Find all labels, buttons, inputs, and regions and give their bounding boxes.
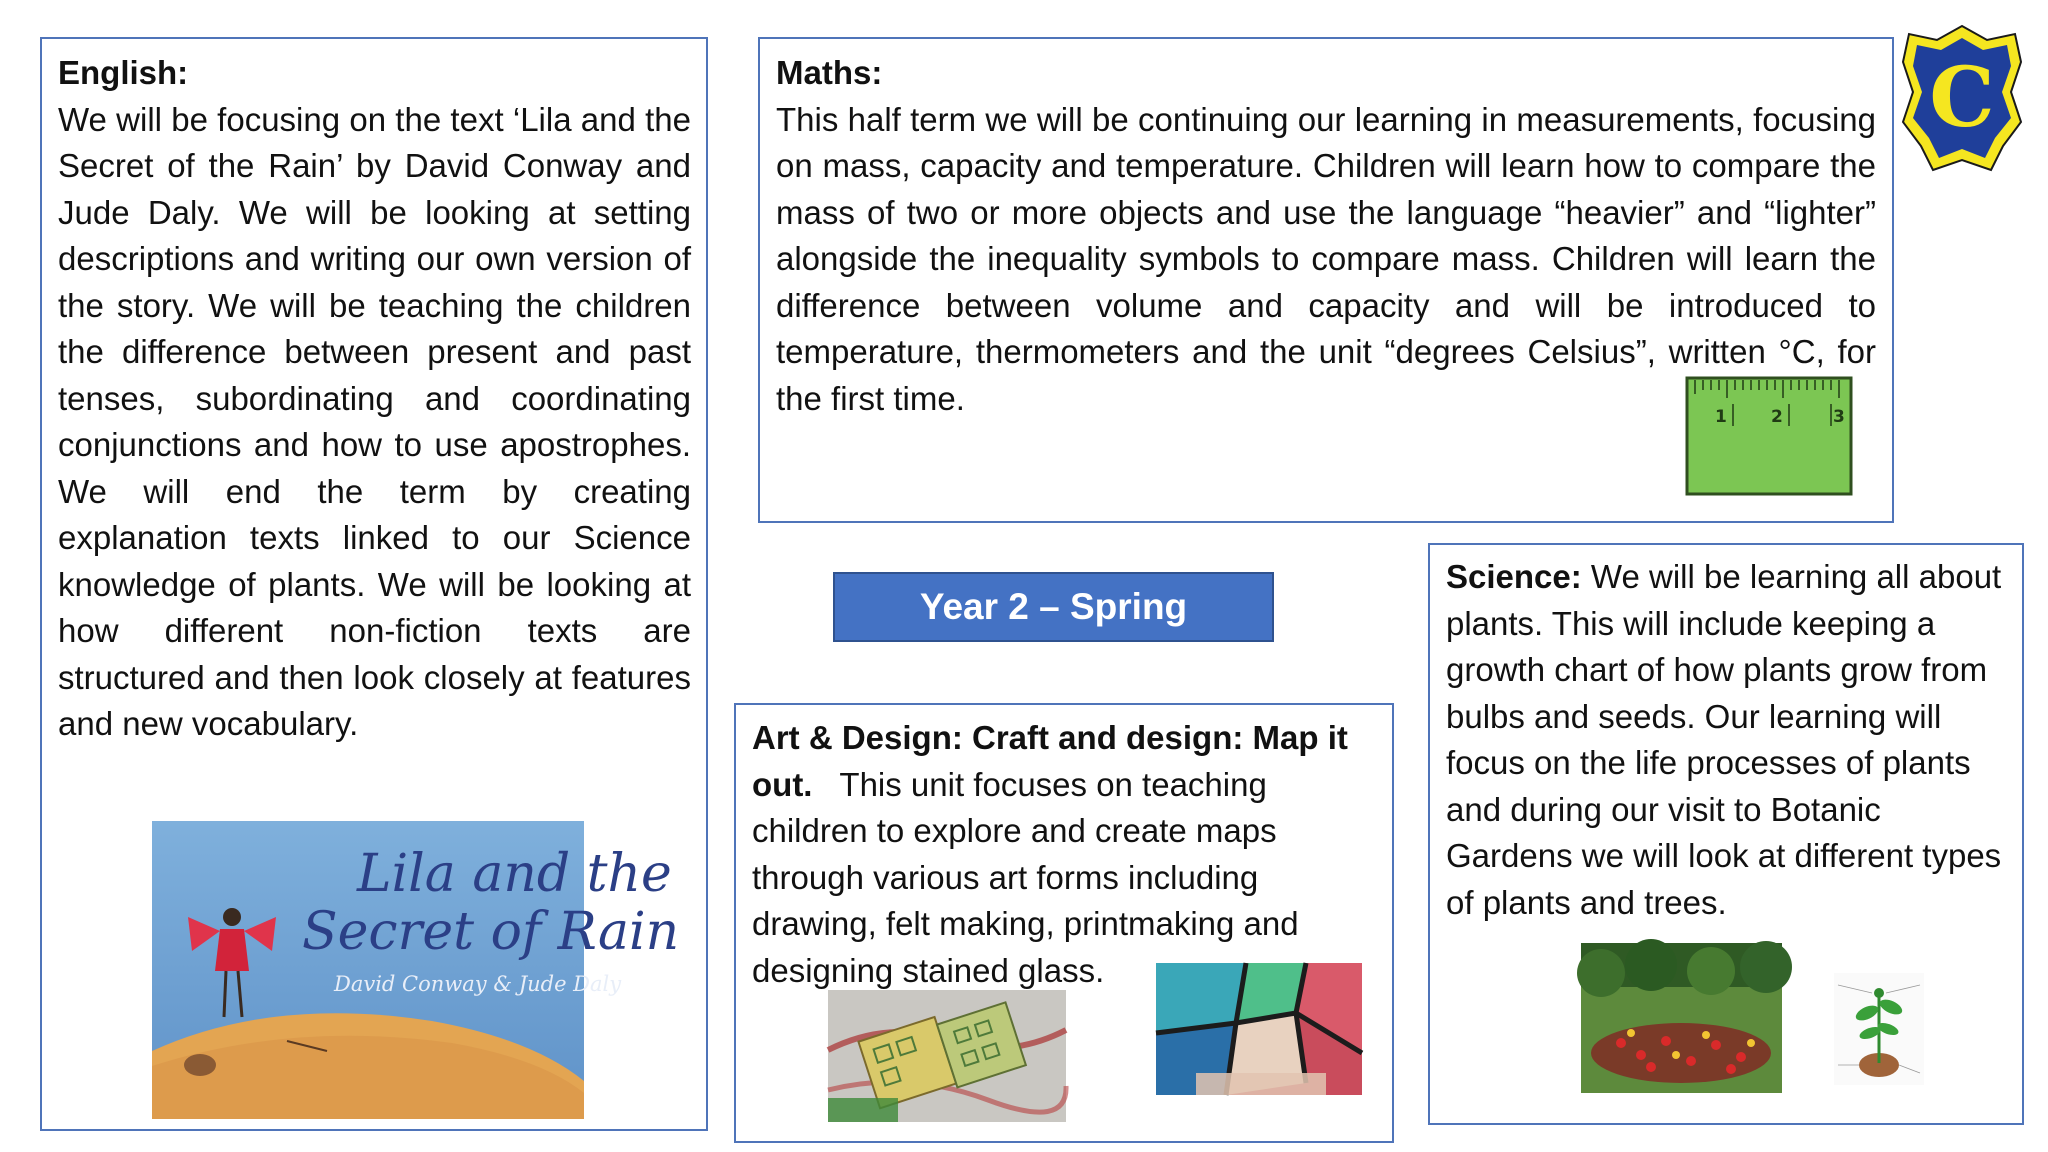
ruler-number: 3 <box>1833 407 1845 427</box>
book-title-line1: Lila and the <box>357 844 672 904</box>
english-text-block <box>58 50 691 748</box>
book-authors: David Conway & Jude Daly <box>334 972 622 996</box>
art-design-panel <box>734 703 1394 1143</box>
plant-diagram-image <box>1834 973 1924 1085</box>
ruler-image <box>1685 376 1853 496</box>
botanic-garden-photo <box>1581 943 1782 1093</box>
art-description: This unit focuses on teaching children to explore and create maps through various art forms including drawing, felt making, printmaking and designing stained glass. <box>752 765 1299 989</box>
science-panel <box>1428 543 2024 1125</box>
maths-description: This half term we will be continuing our learning in measurements, focusing on mass, capacity and temperature. Children will learn how to compare the mass of two or more objects and use the language “heavier” and “lighter” alongside the inequality symbols to compare mass. Children will learn the difference between volume and capacity and will be introduced to temperature, thermometers and the unit “degrees Celsius”, written °C, for the first time. <box>776 100 1876 417</box>
book-title-line2: Secret of Rain <box>302 902 680 962</box>
english-panel <box>40 37 708 1131</box>
stained-glass-image <box>1156 963 1362 1095</box>
map-artwork-image <box>828 990 1066 1122</box>
school-crest-logo <box>1895 22 2030 182</box>
year-term-banner: Year 2 – Spring <box>833 572 1274 642</box>
maths-heading: Maths: <box>776 54 883 91</box>
science-heading: Science: <box>1446 558 1582 595</box>
science-description: We will be learning all about plants. This will include keeping a growth chart of how plants grow from bulbs and seeds. Our learning will focus on the life processes of plants and during our visit to Botanic Gardens we will look at different types of plants and trees. <box>1446 558 2002 921</box>
art-text-block <box>752 715 1382 994</box>
crest-letter: C <box>1929 50 1995 146</box>
maths-text-block <box>776 50 1876 422</box>
art-heading: Art & Design: Craft and design: Map it out. <box>752 719 1348 803</box>
ruler-number: 2 <box>1771 407 1783 427</box>
maths-panel <box>758 37 1894 523</box>
english-heading: English: <box>58 54 189 91</box>
ruler-number: 1 <box>1715 407 1727 427</box>
book-cover-image <box>152 821 680 1119</box>
english-description: We will be focusing on the text ‘Lila and the Secret of the Rain’ by David Conway and Jude Daly. We will be looking at setting descriptions and writing our own version of the story. We will be teaching the children the difference between present and past tenses, subordinating and coordinating conjunctions and how to use apostrophes. We will end the term by creating explanation texts linked to our Science knowledge of plants. We will be looking at how different non-fiction texts are structured and then look closely at features and new vocabulary. <box>58 100 691 742</box>
science-text-block <box>1446 554 2016 926</box>
